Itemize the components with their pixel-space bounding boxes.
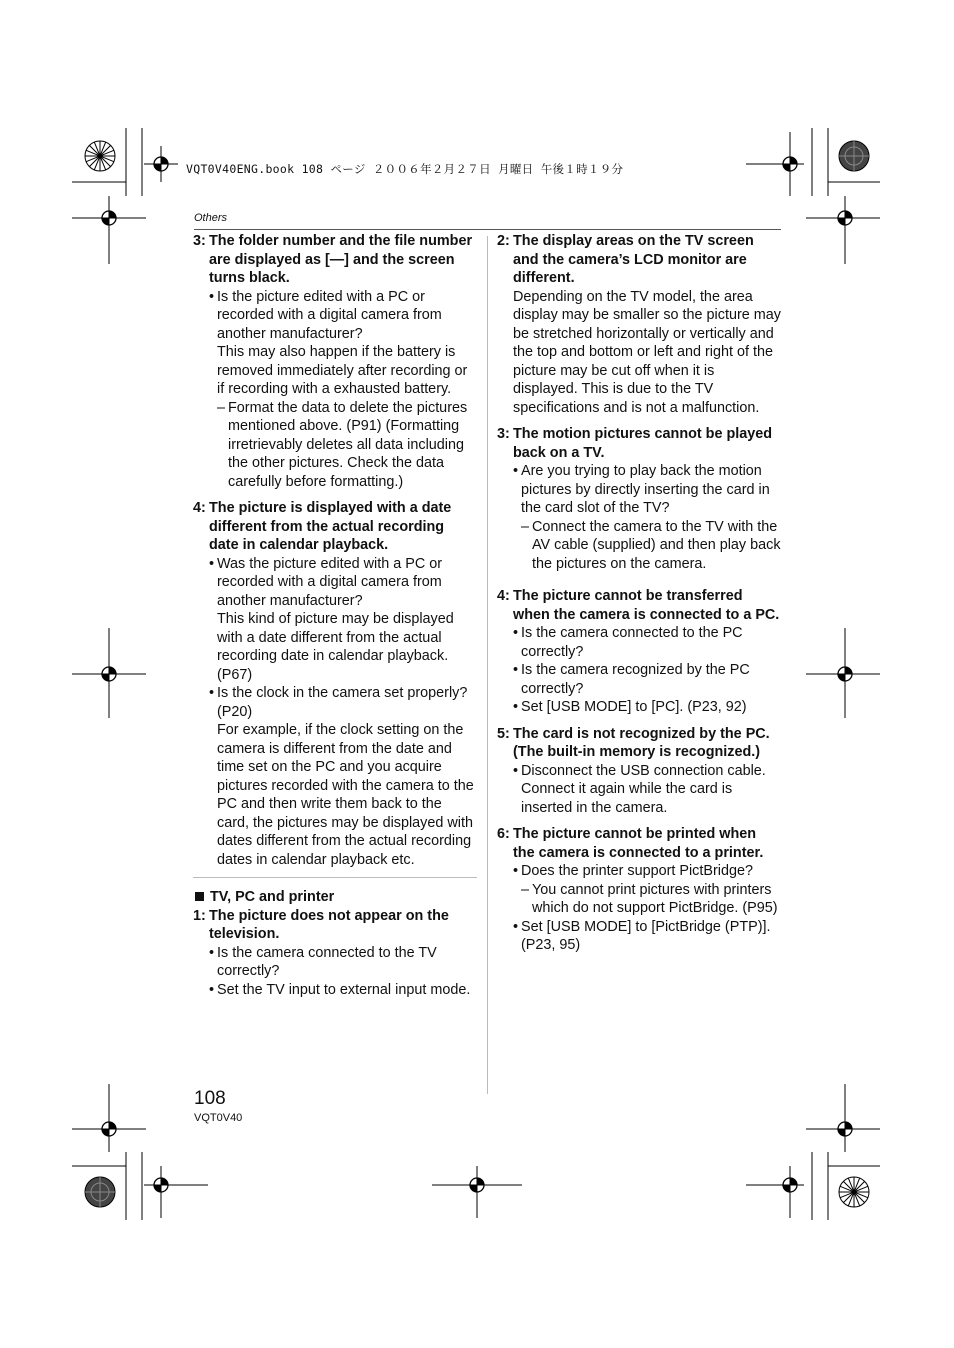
item-heading: 4: The picture cannot be transferred when the camera is connected to a PC. (497, 588, 780, 623)
page-number: 108 (194, 1088, 226, 1109)
bullet: • Is the picture edited with a PC or recorded with a digital camera from another manufacturer? (209, 288, 442, 342)
item-heading: 4: The picture is displayed with a date different from the actual recording date in calendar playback. (193, 500, 452, 553)
item-heading: 6: The picture cannot be printed when the camera is connected to a printer. (497, 826, 764, 861)
tv-item-1 (193, 907, 477, 1000)
item-heading: 5: The card is not recognized by the PC. (The built-in memory is recognized.) (497, 725, 770, 760)
item-heading: 1: The picture does not appear on the television. (193, 907, 449, 942)
paragraph: This may also happen if the battery is removed immediately after recording or if recording with a exhausted battery. (217, 344, 468, 397)
dash-item: – You cannot print pictures with printers which do not support PictBridge. (P95) (521, 881, 778, 916)
section-label: Others (194, 212, 228, 224)
item-heading: 3: The motion pictures cannot be played back on a TV. (497, 426, 773, 461)
bullet: • Set [USB MODE] to [PC]. (P23, 92) (513, 699, 747, 715)
bullet: • Is the clock in the camera set properly? (P20) (209, 685, 468, 720)
bullet: • Disconnect the USB connection cable. Connect it again while the card is inserted in the camera. (513, 762, 766, 816)
bullet: • Set [USB MODE] to [PictBridge (PTP)]. (P23, 95) (513, 918, 771, 953)
bullet: • Was the picture edited with a PC or recorded with a digital camera from another manufacturer? (209, 555, 443, 609)
bullet: • Set the TV input to external input mode. (209, 981, 471, 998)
bullet: • Does the printer support PictBridge? (513, 863, 753, 879)
paragraph: This kind of picture may be displayed with a date different from the actual recording date in calendar playback. (P67) (217, 611, 454, 683)
file-info-header: VQT0V40ENG.book 108 ページ ２００６年２月２７日 月曜日 午後１時１９分 (186, 162, 624, 176)
section-divider (193, 877, 477, 878)
paragraph: For example, if the clock setting on the camera is different from the date and time set on the PC and you acquire pictures recorded with the camera to the PC and then write them back to the card, the pictures may be displayed with dates different from the actual recording dates in calendar playback etc. (217, 722, 474, 868)
document-code: VQT0V40 (194, 1112, 243, 1124)
tv-item-5 (497, 725, 781, 818)
tv-item-2 (497, 232, 781, 417)
bullet: • Is the camera recognized by the PC correctly? (513, 662, 750, 697)
bullet: • Are you trying to play back the motion pictures by directly inserting the card in the card slot of the TV? (513, 463, 770, 516)
paragraph: Depending on the TV model, the area display may be smaller so the picture may be stretched horizontally or vertically and the top and bottom or left and right of the picture may be cut off when it is displayed. This is due to the TV specifications and is not a malfunction. (513, 288, 781, 416)
bullet: • Is the camera connected to the TV correctly? (209, 944, 437, 979)
item-3 (193, 232, 477, 491)
column-divider (487, 236, 488, 1094)
item-heading: 3: The folder number and the file number are displayed as [—] and the screen turns black. (193, 233, 473, 286)
tv-item-4 (497, 587, 781, 717)
square-icon (195, 892, 204, 901)
right-column (497, 232, 781, 963)
bullet: • Is the camera connected to the PC correctly? (513, 625, 743, 660)
section-heading: TV, PC and printer (193, 888, 477, 907)
tv-item-3 (497, 425, 781, 573)
left-column (193, 232, 477, 1007)
item-4 (193, 499, 477, 869)
header-rule (194, 229, 781, 230)
item-heading: 2: The display areas on the TV screen and the camera’s LCD monitor are different. (497, 233, 754, 286)
tv-item-6 (497, 825, 781, 955)
dash-item: – Connect the camera to the TV with the AV cable (supplied) and then play back the pictures on the camera. (521, 518, 781, 572)
dash-item: – Format the data to delete the pictures mentioned above. (P91) (Formatting irretrievably deletes all data including the other pictures. Check the data carefully before formatting.) (217, 399, 468, 490)
